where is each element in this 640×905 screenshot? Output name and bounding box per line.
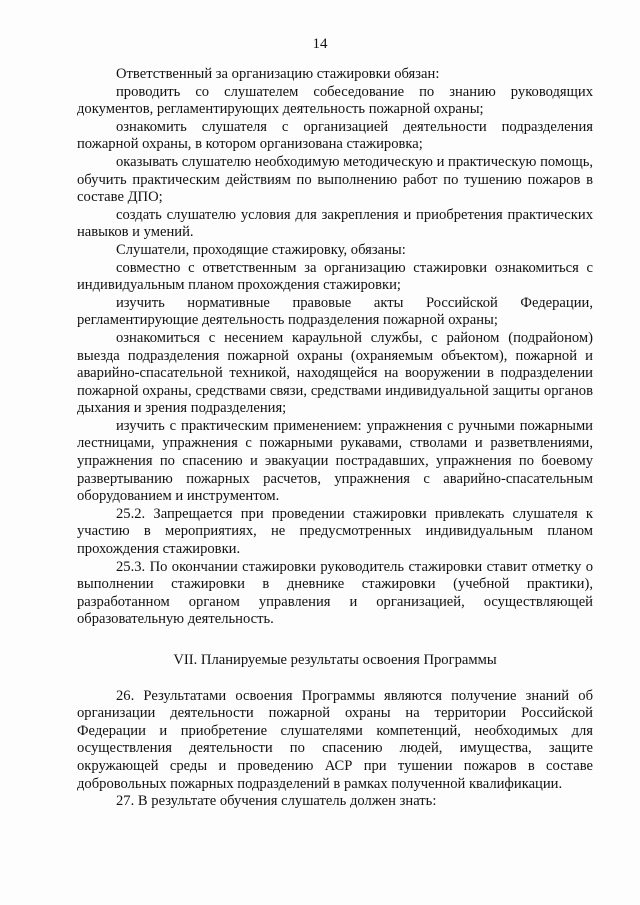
paragraph: оказывать слушателю необходимую методическую и практическую помощь, обучить практическим действиям по выполнению работ по тушению пожаров в составе ДПО; xyxy=(77,153,593,206)
paragraph: проводить со слушателем собеседование по знанию руководящих документов, регламентирующих деятельность пожарной охраны; xyxy=(77,83,593,118)
paragraph: изучить с практическим применением: упражнения с ручными пожарными лестницами, упражнения с пожарными рукавами, стволами и разветвлениями, упражнения по спасению и эвакуации пострадавших, упражнения по боевому развертыванию пожарных расчетов, упражнения с аварийно-спасательным оборудованием и инструментом. xyxy=(77,417,593,505)
page-number: 14 xyxy=(312,36,328,52)
paragraph: совместно с ответственным за организацию стажировки ознакомиться с индивидуальным планом прохождения стажировки; xyxy=(77,259,593,294)
section-heading: VII. Планируемые результаты освоения Программы xyxy=(173,652,497,668)
paragraph: Ответственный за организацию стажировки обязан: xyxy=(116,66,440,82)
paragraph: изучить нормативные правовые акты Российской Федерации, регламентирующие деятельность подразделения пожарной охраны; xyxy=(77,294,593,329)
document-body xyxy=(77,66,593,811)
paragraph: 26. Результатами освоения Программы являются получение знаний об организации деятельности пожарной охраны на территории Российской Федерации и приобретение слушателями компетенций, необходимых для осуществления деятельности по спасению людей, имущества, защите окружающей среды и проведению АСР при тушении пожаров в составе добровольных пожарных подразделений в рамках полученной квалификации. xyxy=(77,687,593,792)
paragraph: ознакомить слушателя с организацией деятельности подразделения пожарной охраны, в котором организована стажировка; xyxy=(77,118,593,153)
paragraph: 25.3. По окончании стажировки руководитель стажировки ставит отметку о выполнении стажировки в дневнике стажировки (учебной практики), разработанном органом управления и организацией, осуществляющей образовательную деятельность. xyxy=(77,558,593,628)
paragraph: создать слушателю условия для закрепления и приобретения практических навыков и умений. xyxy=(77,206,593,241)
paragraph: Слушатели, проходящие стажировку, обязаны: xyxy=(116,241,406,258)
paragraph: 25.2. Запрещается при проведении стажировки привлекать слушателя к участию в мероприятиях, не предусмотренных индивидуальным планом прохождения стажировки. xyxy=(77,505,593,558)
paragraph: ознакомиться с несением караульной службы, с районом (подрайоном) выезда подразделения пожарной охраны (охраняемым объектом), пожарной и аварийно-спасательной техникой, находящейся на вооружении в подразделении пожарной охраны, средствами связи, средствами индивидуальной защиты органов дыхания и зрения подразделения; xyxy=(77,329,593,417)
paragraph: 27. В результате обучения слушатель должен знать: xyxy=(116,793,437,810)
